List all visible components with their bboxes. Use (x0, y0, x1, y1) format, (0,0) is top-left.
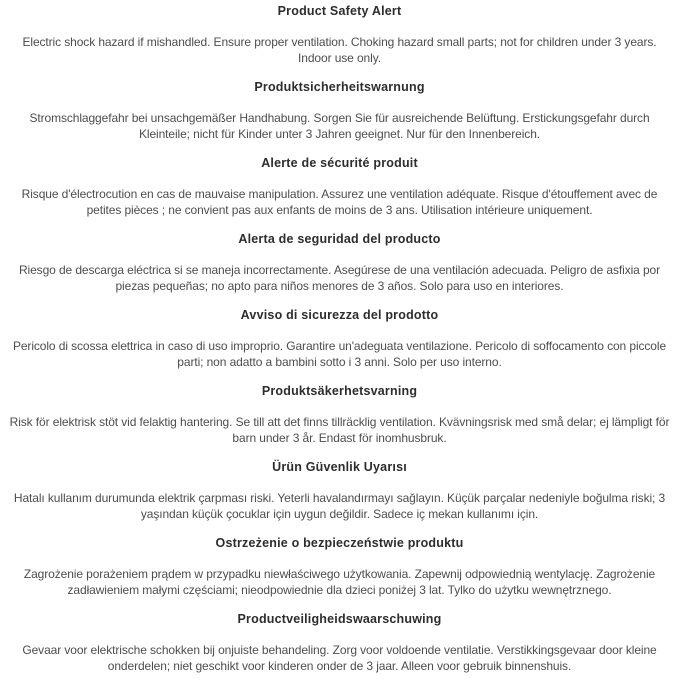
section-heading: Produktsicherheitswarnung (254, 80, 425, 94)
section-heading: Productveiligheidswaarschuwing (237, 612, 442, 626)
safety-section-german (7, 79, 672, 142)
section-body-text: Pericolo di scossa elettrica in caso di uso improprio. Garantire un'adeguata ventilazione. Pericolo di soffocamento con piccole parti; non adatto a bambini sotto i 3 anni. Solo per uso interno. (12, 339, 667, 369)
section-body-text: Zagrożenie porażeniem prądem w przypadku niewłaściwego użytkowania. Zapewnij odpowiednią wentylację. Zagrożenie zadławieniem małymi częściami; nieodpowiednie dla dzieci poniżej 3 lat. Tylko do użytku wewnętrznego. (23, 567, 656, 597)
section-heading: Produktsäkerhetsvarning (261, 384, 418, 398)
section-heading: Ürün Güvenlik Uyarısı (272, 460, 407, 474)
safety-section-english (7, 3, 672, 66)
section-body-text: Hatalı kullanım durumunda elektrik çarpması riski. Yeterli havalandırmayı sağlayın. Küçük parçalar nedeniyle boğulma riski; 3 yaşından küçük çocuklar için uygun değildir. Sadece iç mekan kullanımı için. (13, 491, 666, 521)
safety-section-dutch (7, 611, 672, 674)
section-heading: Alerte de sécurité produit (261, 156, 418, 170)
section-body-text: Riesgo de descarga eléctrica si se maneja incorrectamente. Asegúrese de una ventilación adecuada. Peligro de asfixia por piezas pequeñas; no apto para niños menores de 3 años. Solo para uso en interiores. (18, 263, 661, 293)
section-body-text: Risk för elektrisk stöt vid felaktig hantering. Se till att det finns tillräcklig ventilation. Kvävningsrisk med små delar; ej lämpligt för barn under 3 år. Endast för inomhusbruk. (9, 415, 670, 445)
section-heading: Alerta de seguridad del producto (238, 232, 441, 246)
safety-section-swedish (7, 383, 672, 446)
section-body-text: Electric shock hazard if mishandled. Ensure proper ventilation. Choking hazard small parts; not for children under 3 years. Indoor use only. (22, 35, 657, 65)
section-body-text: Gevaar voor elektrische schokken bij onjuiste behandeling. Zorg voor voldoende ventilatie. Verstikkingsgevaar door kleine onderdelen; niet geschikt voor kinderen onder de 3 jaar. Alleen voor gebruik binnenshuis. (22, 643, 657, 673)
section-body-text: Risque d'électrocution en cas de mauvaise manipulation. Assurez une ventilation adéquate. Risque d'étouffement avec de petites pièces ; ne convient pas aux enfants de moins de 3 ans. Utilisation intérieure uniquement. (21, 187, 658, 217)
section-heading: Avviso di sicurezza del prodotto (240, 308, 439, 322)
safety-section-french (7, 155, 672, 218)
safety-section-polish (7, 535, 672, 598)
section-heading: Product Safety Alert (277, 4, 402, 18)
section-body-text: Stromschlaggefahr bei unsachgemäßer Handhabung. Sorgen Sie für ausreichende Belüftung. Erstickungsgefahr durch Kleinteile; nicht für Kinder unter 3 Jahren geeignet. Nur für den Innenbereich. (29, 111, 650, 141)
safety-section-spanish (7, 231, 672, 294)
safety-section-turkish (7, 459, 672, 522)
section-heading: Ostrzeżenie o bezpieczeństwie produktu (215, 536, 464, 550)
safety-section-italian (7, 307, 672, 370)
